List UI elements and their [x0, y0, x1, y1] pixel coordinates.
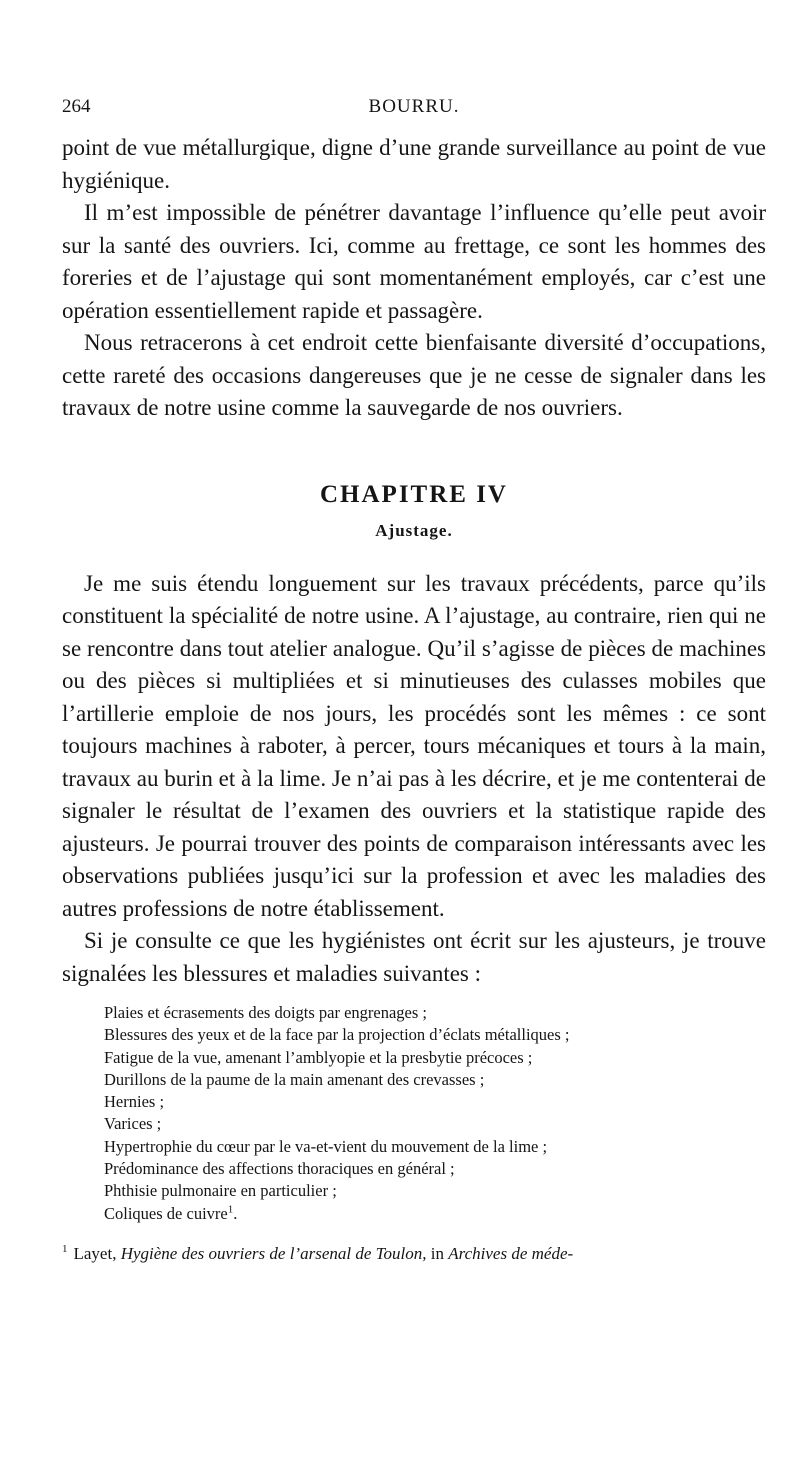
paragraph-ajustage-intro: Je me suis étendu longuement sur les travaux précédents, parce qu’ils constituent la spécialité de notre usine. A l’ajustage, au contraire, rien qui ne se rencontre dans tout atelier analogue. Qu’il s’agisse de pièces de machines ou des pièces si multipliées et si minutieuses des culasses mobiles que l’artillerie emploie de nos jours, les procédés sont les mêmes : ce sont toujours machines à raboter, à percer, tours mécaniques et tours à la main, travaux au burin et à la lime. Je n’ai pas à les décrire, et je me contenterai de signaler le résultat de l’examen des ouvriers et la statistique rapide des ajusteurs. Je pourrai trouver des points de comparaison intéressants avec les observations publiées jusqu’ici sur la profession et avec les maladies des autres professions de notre établissement.	[62, 570, 766, 921]
list-item-text: Coliques de cuivre	[104, 1203, 228, 1223]
list-item: Phthisie pulmonaire en particulier ;	[104, 1181, 337, 1201]
paragraph-diversity: Nous retracerons à cet endroit cette bienfaisante diversité d’occupations, cette rareté des occasions dangereuses que je ne cesse de signaler dans les travaux de notre usine comme la sauvegarde de nos ouvriers.	[62, 330, 766, 420]
list-item: Durillons de la paume de la main amenant des crevasses ;	[104, 1069, 485, 1089]
paragraph-hygienists: Si je consulte ce que les hygiénistes ont écrit sur les ajusteurs, je trouve signalées les blessures et maladies suivantes :	[62, 928, 766, 986]
page-number: 264	[62, 96, 91, 117]
running-head	[62, 96, 766, 126]
paragraph-continued: point de vue métallurgique, digne d’une grande surveillance au point de vue hygiénique.	[62, 135, 766, 193]
chapter-heading: CHAPITRE IV	[320, 480, 508, 508]
injuries-list	[62, 1002, 766, 1225]
list-item: Fatigue de la vue, amenant l’amblyopie et la presbytie précoces ;	[104, 1047, 533, 1067]
footnote-in: in	[430, 1243, 444, 1263]
list-item: Hypertrophie du cœur par le va-et-vient du mouvement de la lime ;	[104, 1136, 548, 1156]
footnote-source: Archives de méde-	[448, 1243, 574, 1263]
running-title: BOURRU.	[368, 96, 460, 117]
list-item: Blessures des yeux et de la face par la projection d’éclats métalliques ;	[104, 1025, 570, 1045]
book-page	[62, 96, 766, 1265]
list-item-last: Coliques de cuivre$^1$.	[104, 1203, 238, 1223]
section-title: Ajustage.	[375, 520, 453, 540]
footnote-reference: 1	[227, 1203, 234, 1216]
list-item: Hernies ;	[104, 1092, 165, 1112]
list-item: Plaies et écrasements des doigts par engrenages ;	[104, 1003, 428, 1022]
footnote-mark: 1	[62, 1243, 68, 1256]
list-item: Varices ;	[104, 1114, 162, 1134]
footnote	[62, 1243, 766, 1265]
paragraph-influence: Il m’est impossible de pénétrer davantage l’influence qu’elle peut avoir sur la santé des ouvriers. Ici, comme au frettage, ce sont les hommes des foreries et de l’ajustage qui sont momentanément employés, car c’est une opération essentiellement rapide et passagère.	[62, 200, 766, 323]
footnote-author: Layet,	[73, 1243, 117, 1263]
list-item: Prédominance des affections thoraciques en général ;	[104, 1159, 455, 1179]
footnote-title: Hygiène des ouvriers de l’arsenal de Toulon,	[120, 1243, 427, 1263]
